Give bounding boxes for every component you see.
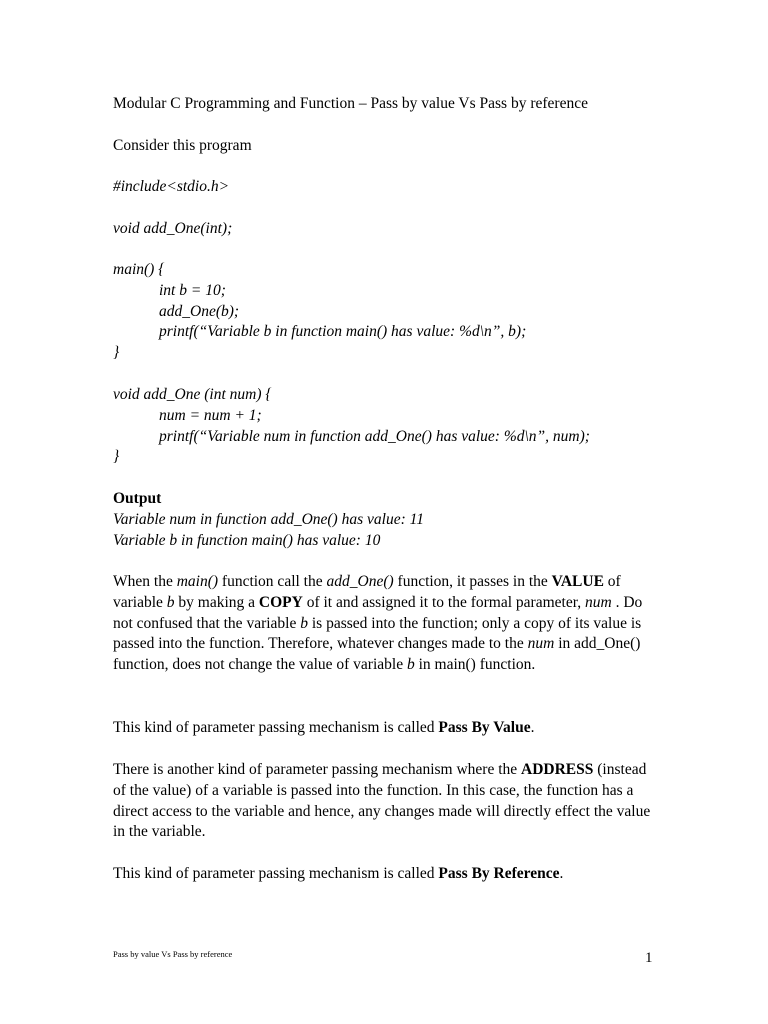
code-line: main() { [113,261,165,278]
code-line: void add_One (int num) { [113,386,272,403]
document-title: Modular C Programming and Function – Pass by value Vs Pass by reference [113,95,588,112]
code-line: add_One(b); [159,302,240,320]
reference-paragraph: There is another kind of parameter passing mechanism where the ADDRESS (instead of the value) of a variable is passed into the function. In this case, the function has a direct access to the variable and hence, any changes made will directly effect the value in the variable. [113,761,651,841]
intro-text: Consider this program [113,137,252,154]
code-line: printf(“Variable num in function add_One() has value: %d\n”, num); [159,427,590,445]
output-heading: Output [113,490,162,507]
explanation-paragraph: When the main() function call the add_One() function, it passes in the VALUE of variable b by making a COPY of it and assigned it to the formal parameter, num . Do not confused that the variable b is passed into the function; only a copy of its value is passed into the function. Therefore, whatever changes made to the num in add_One() function, does not change the value of variable b in main() function. [113,573,643,674]
code-line: printf(“Variable b in function main() has value: %d\n”, b); [159,323,527,341]
pass-by-reference-sentence: This kind of parameter passing mechanism is called Pass By Reference. [113,865,564,882]
code-line: } [113,448,120,466]
code-line: num = num + 1; [159,406,262,424]
output-line: Variable num in function add_One() has value: 11 [113,510,424,528]
page-number: 1 [645,950,653,966]
footer-title: Pass by value Vs Pass by reference [113,949,233,959]
output-section [113,489,424,551]
code-prototype: void add_One(int); [113,220,233,237]
code-line: int b = 10; [159,281,226,299]
code-include: #include<stdio.h> [113,178,230,195]
code-line: } [113,344,120,362]
pass-by-value-sentence: This kind of parameter passing mechanism is called Pass By Value. [113,719,535,736]
output-line: Variable b in function main() has value: 10 [113,531,381,549]
code-main-function [113,260,526,364]
code-add-one-function [113,385,590,468]
